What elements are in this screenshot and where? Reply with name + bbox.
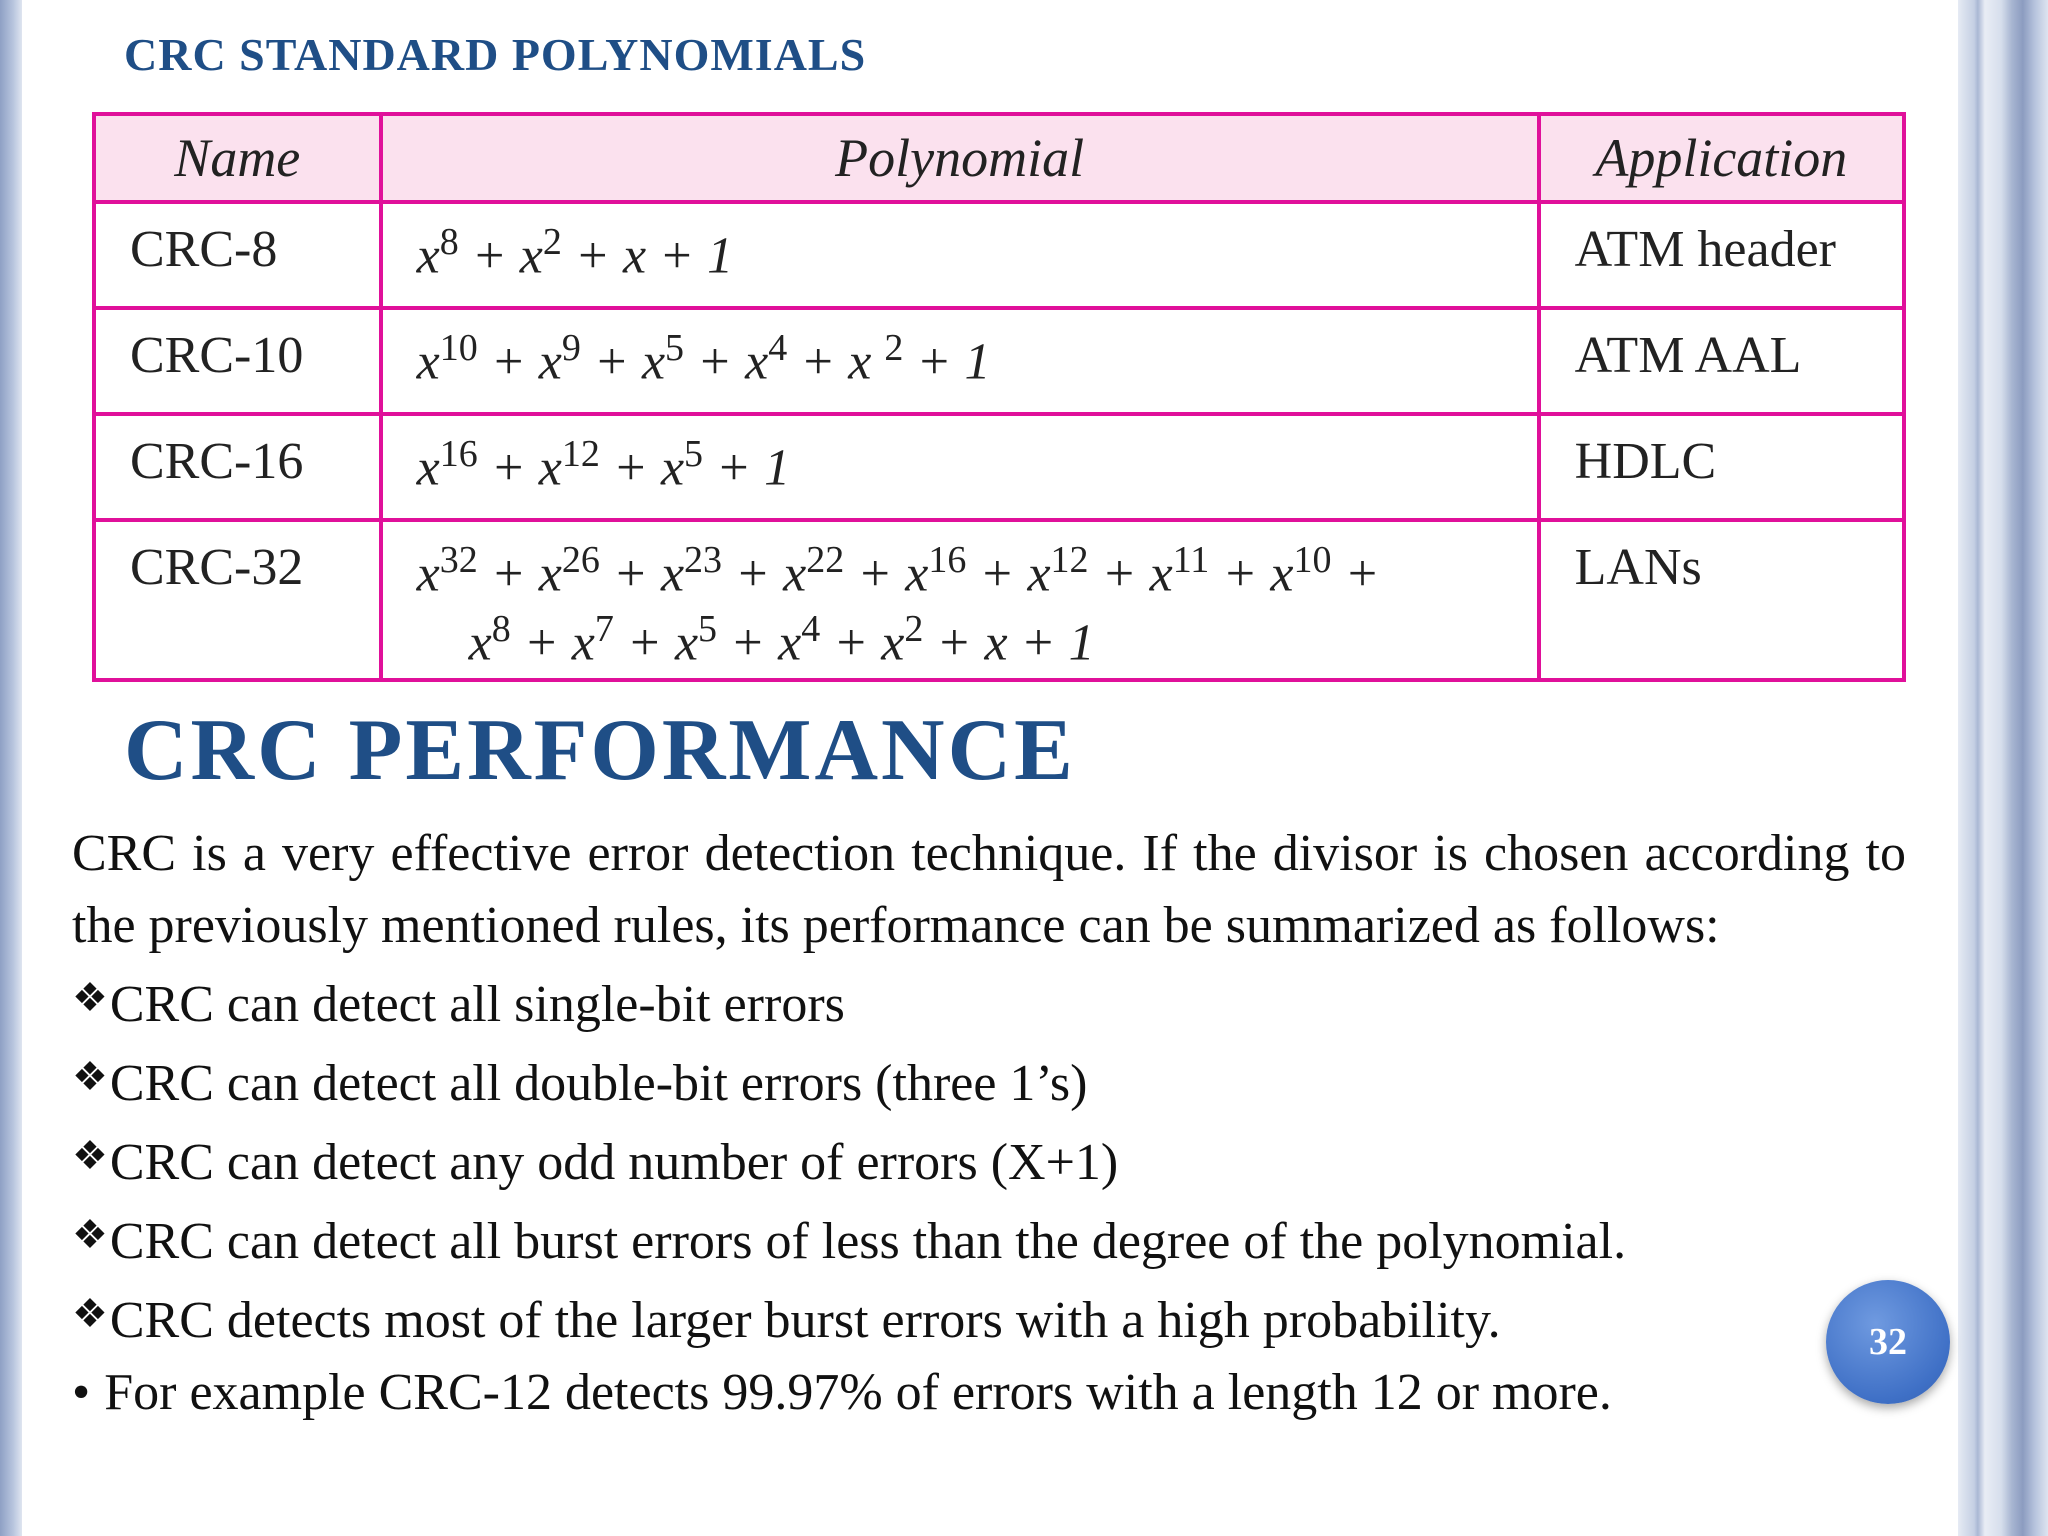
- polynomial-exponent: 4: [768, 327, 788, 369]
- polynomial-term: + x + 1: [561, 227, 734, 285]
- polynomial-term: + x: [684, 333, 769, 391]
- polynomial-exponent: 2: [904, 608, 924, 651]
- table-row: [94, 520, 1904, 680]
- main-title: CRC PERFORMANCE: [124, 702, 1076, 799]
- polynomial-exponent: 23: [684, 539, 723, 581]
- polynomial-expression: [417, 220, 1503, 285]
- polynomial-term: + x: [717, 614, 802, 672]
- polynomial-exponent: 10: [439, 327, 478, 369]
- table-row: [94, 414, 1904, 520]
- list-item: ❖CRC detects most of the larger burst errors with a high probability.: [72, 1291, 1501, 1349]
- list-item: ❖CRC can detect any odd number of errors (X+1): [72, 1133, 1119, 1191]
- diamond-bullet-icon: ❖: [72, 1212, 108, 1257]
- table-row: [94, 202, 1904, 308]
- polynomial-exponent: 8: [439, 221, 459, 263]
- slide-frame-left: [0, 0, 22, 1536]
- intro-paragraph: CRC is a very effective error detection technique. If the divisor is chosen according to the previously mentioned rules, its performance can be summarized as follows:: [72, 825, 1906, 954]
- polynomial-term: x: [416, 439, 440, 497]
- diamond-bullet-icon: ❖: [72, 1133, 108, 1178]
- crc-name-cell: CRC-16: [94, 414, 381, 520]
- application-cell: ATM header: [1539, 202, 1904, 308]
- application-cell: ATM AAL: [1539, 308, 1904, 414]
- polynomial-exponent: 11: [1172, 539, 1210, 581]
- table-header-row: [94, 114, 1904, 202]
- polynomial-term: x: [416, 227, 440, 285]
- polynomial-term: + x: [722, 545, 807, 603]
- polynomial-exponent: 12: [1050, 539, 1089, 581]
- polynomial-cell: [381, 414, 1539, 520]
- list-item: ❖CRC can detect all single-bit errors: [72, 975, 845, 1033]
- polynomial-expression: [417, 326, 1503, 391]
- polynomial-term: + x: [844, 545, 929, 603]
- bullet-list: [72, 962, 1906, 1429]
- polynomial-term: + 1: [703, 439, 791, 497]
- slide-body: [72, 818, 1906, 1429]
- polynomial-term: + x: [613, 614, 699, 672]
- polynomial-expression-continued: [417, 607, 1503, 672]
- polynomial-term: + x: [1088, 545, 1173, 603]
- header-polynomial: Polynomial: [381, 114, 1539, 202]
- crc-name-cell: CRC-32: [94, 520, 381, 680]
- polynomial-exponent: 32: [439, 539, 478, 581]
- polynomial-exponent: 10: [1293, 539, 1332, 581]
- polynomial-expression: [417, 538, 1503, 603]
- polynomial-exponent: 5: [684, 433, 704, 475]
- polynomial-term: + x: [787, 333, 885, 391]
- polynomial-term: + 1: [903, 333, 991, 391]
- header-application: Application: [1539, 114, 1904, 202]
- polynomial-expression: [417, 432, 1503, 497]
- diamond-bullet-icon: ❖: [72, 1054, 108, 1099]
- polynomial-term: x: [416, 545, 440, 603]
- polynomial-term: + x: [458, 227, 543, 285]
- polynomial-term: + x: [510, 614, 595, 672]
- polynomial-term: + x: [477, 439, 562, 497]
- diamond-bullet-icon: ❖: [72, 975, 108, 1020]
- polynomial-term: + x: [820, 614, 905, 672]
- polynomial-term: x: [416, 333, 440, 391]
- polynomial-term: + x: [580, 333, 666, 391]
- application-cell: LANs: [1539, 520, 1904, 680]
- polynomial-exponent: 12: [561, 433, 600, 475]
- polynomial-exponent: 4: [801, 608, 821, 651]
- polynomial-term: x: [468, 614, 492, 672]
- polynomial-exponent: 2: [884, 327, 904, 369]
- polynomial-term: +: [1331, 545, 1380, 603]
- polynomial-exponent: 9: [561, 327, 581, 369]
- crc-name-cell: CRC-8: [94, 202, 381, 308]
- polynomial-cell: [381, 308, 1539, 414]
- polynomial-cell: [381, 520, 1539, 680]
- polynomial-term: + x + 1: [923, 614, 1095, 672]
- polynomial-exponent: 8: [491, 608, 511, 651]
- diamond-bullet-icon: ❖: [72, 1291, 108, 1336]
- polynomial-term: + x: [477, 333, 562, 391]
- header-name: Name: [94, 114, 381, 202]
- crc-name-cell: CRC-10: [94, 308, 381, 414]
- polynomial-exponent: 22: [806, 539, 845, 581]
- polynomial-cell: [381, 202, 1539, 308]
- slide-frame-right: [1958, 0, 2048, 1536]
- page-number-badge: 32: [1826, 1280, 1950, 1404]
- polynomial-exponent: 26: [561, 539, 600, 581]
- list-item: ❖CRC can detect all burst errors of less than the degree of the polynomial.: [72, 1212, 1627, 1270]
- polynomial-term: + x: [599, 545, 685, 603]
- example-item: • For example CRC-12 detects 99.97% of errors with a length 12 or more.: [72, 1364, 1612, 1421]
- polynomial-exponent: 5: [665, 327, 685, 369]
- table-row: [94, 308, 1904, 414]
- polynomial-exponent: 16: [439, 433, 478, 475]
- section-title: CRC STANDARD POLYNOMIALS: [124, 29, 867, 80]
- polynomial-term: + x: [599, 439, 685, 497]
- polynomial-term: + x: [1209, 545, 1294, 603]
- polynomial-term: + x: [966, 545, 1051, 603]
- polynomial-exponent: 5: [698, 608, 718, 651]
- polynomial-exponent: 2: [542, 221, 562, 263]
- polynomial-term: + x: [477, 545, 562, 603]
- crc-polynomial-table: [92, 112, 1906, 682]
- polynomial-exponent: 16: [928, 539, 967, 581]
- polynomial-exponent: 7: [594, 608, 614, 651]
- list-item: ❖CRC can detect all double-bit errors (three 1’s): [72, 1054, 1088, 1112]
- application-cell: HDLC: [1539, 414, 1904, 520]
- dot-bullet-icon: •: [72, 1364, 91, 1421]
